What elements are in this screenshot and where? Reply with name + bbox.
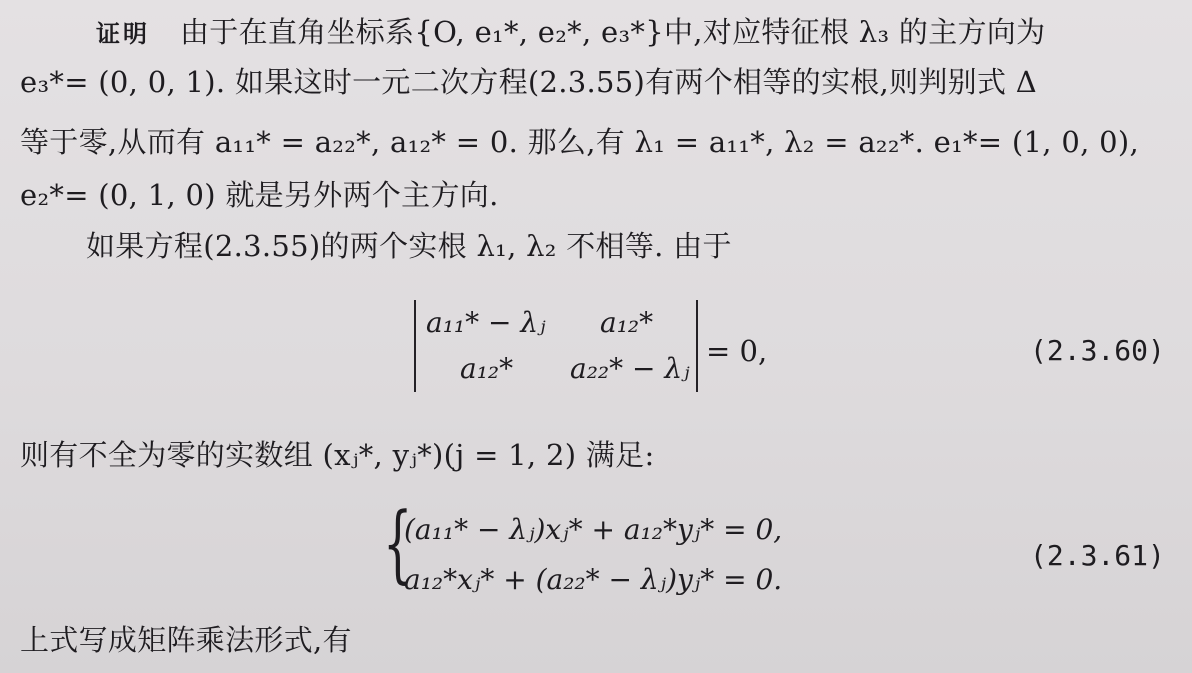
determinant-matrix (414, 300, 698, 392)
proof-label: 证明 (96, 20, 150, 48)
system-equation-1: (a₁₁* − λⱼ)xⱼ* + a₁₂*yⱼ* = 0, (404, 513, 783, 546)
det-cell-a22: a₂₂* − λⱼ (570, 352, 690, 385)
equation-number-2-3-60: (2.3.60) (1030, 334, 1165, 367)
proof-line-5: 如果方程(2.3.55)的两个实根 λ₁, λ₂ 不相等. 由于 (86, 229, 732, 263)
after-determinant-line: 则有不全为零的实数组 (xⱼ*, yⱼ*)(j = 1, 2) 满足: (20, 438, 655, 472)
det-cell-a12: a₁₂* (600, 306, 654, 339)
proof-line-3: 等于零,从而有 a₁₁* = a₂₂*, a₁₂* = 0. 那么,有 λ₁ = a₁₁*, λ₂ = a₂₂*. e₁*= (1, 0, 0), (20, 125, 1140, 159)
equation-number-2-3-61: (2.3.61) (1030, 539, 1165, 572)
system-equation-2: a₁₂*xⱼ* + (a₂₂* − λⱼ)yⱼ* = 0. (404, 563, 783, 596)
proof-line-2: e₃*= (0, 0, 1). 如果这时一元二次方程(2.3.55)有两个相等的实根,则判别式 Δ (20, 65, 1038, 99)
det-cell-a21: a₁₂* (460, 352, 514, 385)
proof-line-1-text: 由于在直角坐标系{O, e₁*, e₂*, e₃*}中,对应特征根 λ₃ 的主方向为 (180, 15, 1046, 49)
proof-line-4: e₂*= (0, 1, 0) 就是另外两个主方向. (20, 178, 499, 212)
proof-line-1 (96, 12, 1045, 54)
det-cell-a11: a₁₁* − λⱼ (426, 306, 546, 339)
final-line: 上式写成矩阵乘法形式,有 (20, 623, 352, 657)
det-equals-zero: = 0, (706, 334, 768, 368)
system-brace: { (383, 494, 413, 592)
